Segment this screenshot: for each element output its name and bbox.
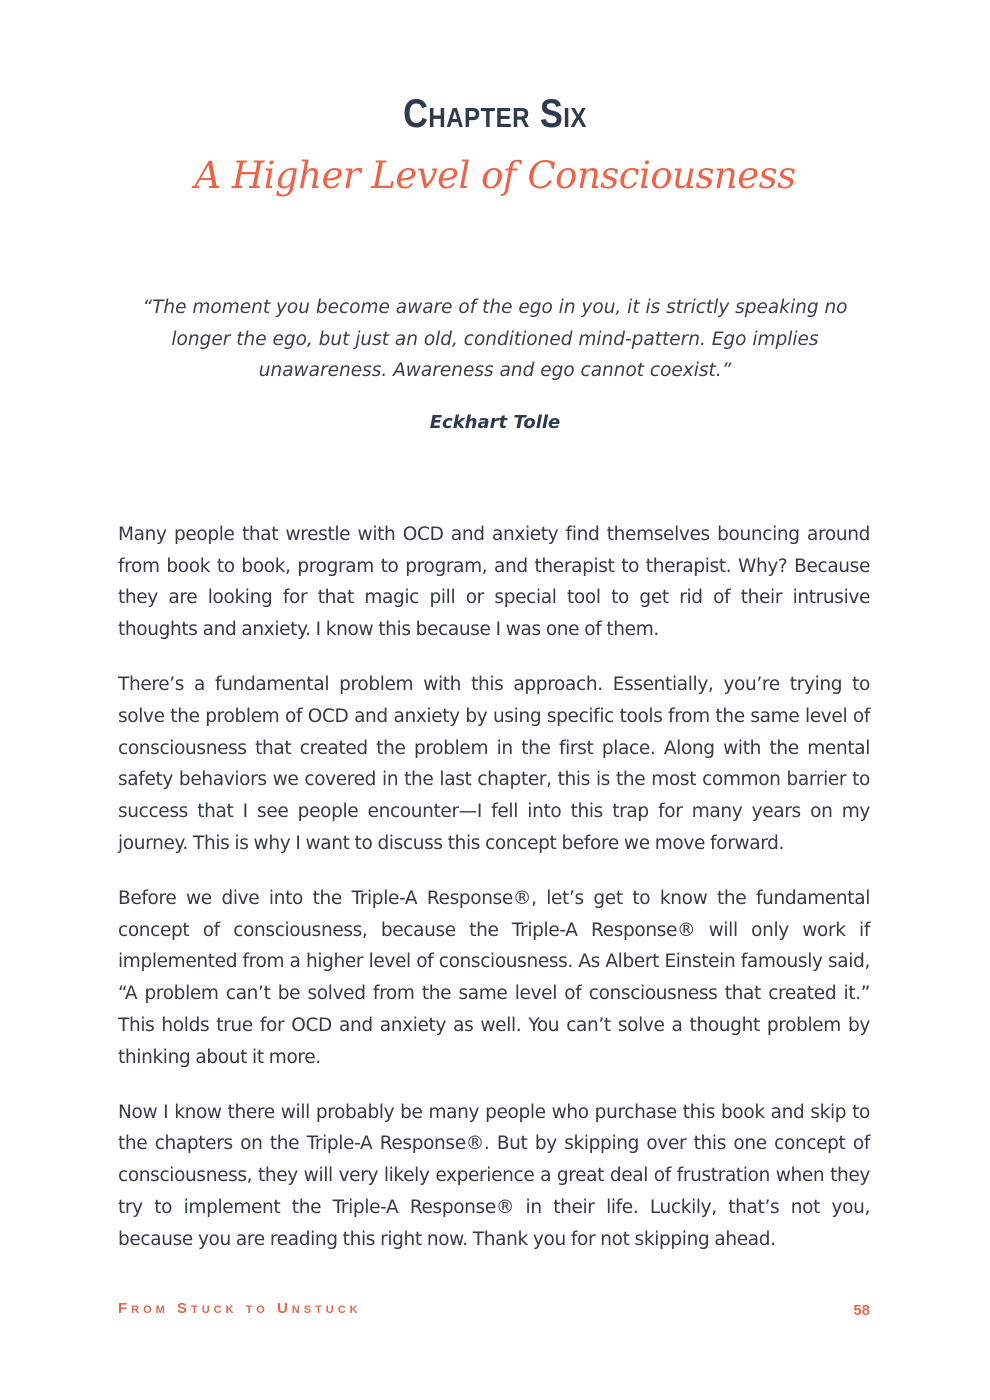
epigraph-author: Eckhart Tolle bbox=[429, 412, 561, 433]
body-paragraph: There’s a fundamental problem with this approach. Essentially, you’re trying to solve the problem of OCD and anxiety by using specific tools from the same level of consciousness that created the problem in the first place. Along with the mental safety behaviors we covered in the last chapter, this is the most common barrier to success that I see people encounter—I fell into this trap for many years on my journey. This is why I want to discuss this concept before we move forward. bbox=[118, 674, 870, 854]
chapter-title: A Higher Level of Consciousness bbox=[194, 154, 796, 197]
body-paragraph: Many people that wrestle with OCD and anxiety find themselves bouncing around from book to book, program to program, and therapist to therapist. Why? Because they are looking for that magic pill or special tool to get rid of their intrusive thoughts and anxiety. I know this because I was one of them. bbox=[118, 524, 870, 641]
epigraph-quote: “The moment you become aware of the ego in you, it is strictly speaking no longer the ego, but just an old, conditioned mind-pattern. Ego implies unawareness. Awareness and ego cannot coexist.” bbox=[142, 297, 848, 381]
body-paragraph: Before we dive into the Triple-A Response®, let’s get to know the fundamental concept of consciousness, because the Triple-A Response® will only work if implemented from a higher level of consciousness. As Albert Einstein famously said, “A problem can’t be solved from the same level of consciousness that created it.” This holds true for OCD and anxiety as well. You can’t solve a thought problem by thinking about it more. bbox=[118, 888, 870, 1068]
body-paragraph: Now I know there will probably be many people who purchase this book and skip to the chapters on the Triple-A Response®. But by skipping over this one concept of consciousness, they will very likely experience a great deal of frustration when they try to implement the Triple-A Response® in their life. Luckily, that’s not you, because you are reading this right now. Thank you for not skipping ahead. bbox=[118, 1101, 870, 1250]
chapter-label: Chapter Six bbox=[403, 92, 587, 136]
body-text bbox=[118, 519, 870, 1279]
page-number: 58 bbox=[853, 1302, 870, 1319]
footer-book-title: From Stuck to Unstuck bbox=[118, 1300, 362, 1317]
